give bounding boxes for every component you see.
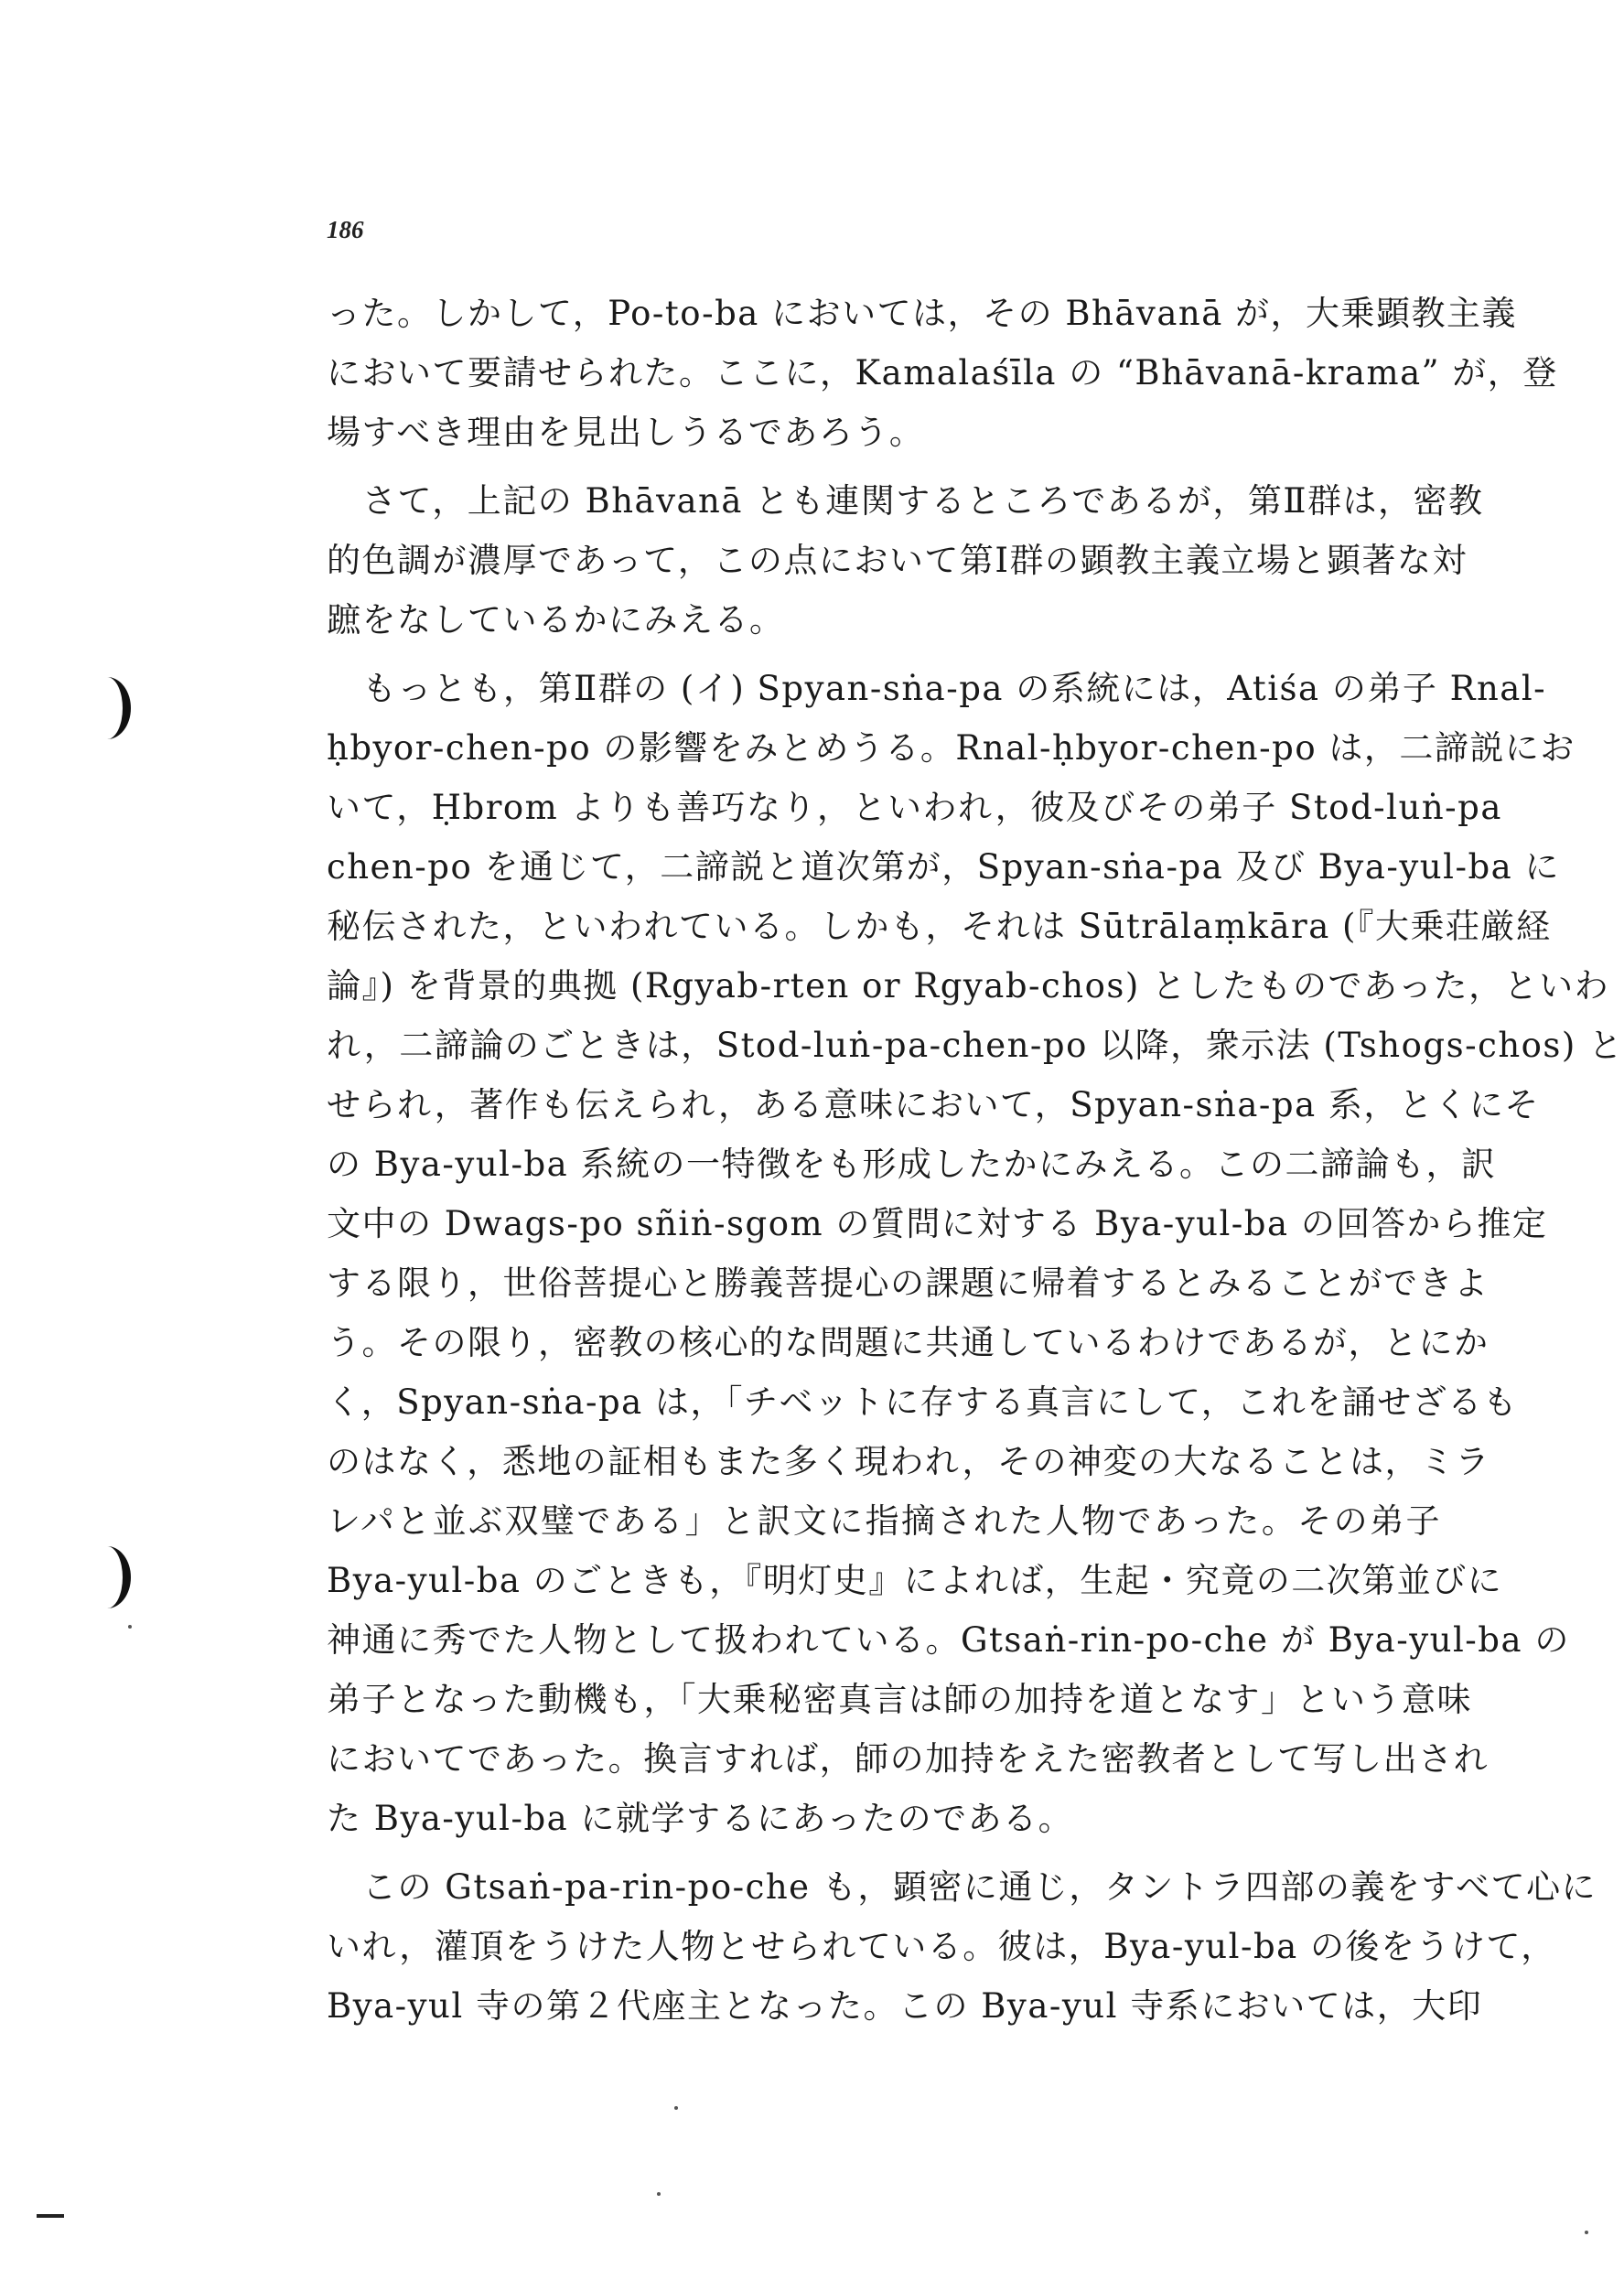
text-line: する限り，世俗菩提心と勝義菩提心の課題に帰着するとみることができよ (327, 1264, 1490, 1303)
text-line: 弟子となった動機も，「大乗秘密真言は師の加持を道となす」という意味 (327, 1680, 1472, 1719)
text-line: もっとも，第Ⅱ群の (イ) Spyan-sṅa-pa の系統には，Atiśa の弟子 Rnal- (362, 669, 1547, 708)
text-body (327, 284, 1624, 2036)
text-line: においてであった。換言すれば，師の加持をえた密教者として写し出され (327, 1739, 1490, 1779)
stray-dot (128, 1625, 132, 1629)
text-line: いて，Ḥbrom よりも善巧なり，といわれ，彼及びその弟子 Stod-luṅ-pa (327, 788, 1502, 827)
text-line: った。しかして，Po-to-ba においては，その Bhāvanā が，大乗顕教主義 (327, 294, 1518, 333)
text-line: いれ，灌頂をうけた人物とせられている。彼は，Bya-yul-ba の後をうけて， (327, 1927, 1556, 1966)
scan-edge-mark (37, 2214, 64, 2218)
binding-hole-mark (91, 1546, 131, 1608)
text-line: の Bya-yul-ba 系統の一特徴をも形成したかにみえる。この二諦論も，訳 (327, 1145, 1497, 1184)
text-line: 神通に秀でた人物として扱われている。Gtsaṅ-rin-po-che が Bya-yul-ba の (327, 1620, 1570, 1660)
text-line: 論』) を背景的典拠 (Rgyab-rten or Rgyab-chos) としたものであった，といわ (327, 966, 1610, 1005)
text-line: 場すべき理由を見出しうるであろう。 (327, 413, 925, 452)
text-line: う。その限り，密教の核心的な問題に共通しているわけであるが，とにか (327, 1323, 1490, 1362)
text-line: Bya-yul-ba のごときも，『明灯史』によれば，生起・究竟の二次第並びに (327, 1561, 1503, 1600)
stray-dot (674, 2106, 678, 2110)
text-line: Bya-yul 寺の第２代座主となった。この Bya-yul 寺系においては，大印 (327, 1986, 1483, 2026)
text-line: 蹠をなしているかにみえる。 (327, 600, 785, 640)
text-line: ḥbyor-chen-po の影響をみとめうる。Rnal-ḥbyor-chen-po は，二諦説にお (327, 728, 1576, 768)
text-line: において要請せられた。ここに，Kamalaśīla の “Bhāvanā-krama” が，登 (327, 353, 1558, 393)
paragraph (327, 1857, 1597, 2036)
text-line: た Bya-yul-ba に就学するにあったのである。 (327, 1799, 1074, 1838)
page-number: 186 (327, 216, 364, 243)
stray-dot (657, 2192, 661, 2196)
paragraph (327, 284, 1558, 462)
text-line: 文中の Dwags-po sñiṅ-sgom の質問に対する Bya-yul-ba の回答から推定 (327, 1204, 1548, 1243)
text-line: この Gtsaṅ-pa-rin-po-che も，顕密に通じ，タントラ四部の義をすべて心に (362, 1867, 1597, 1907)
binding-hole-mark (91, 677, 131, 739)
text-line: レパと並ぶ双璧である」と訳文に指摘された人物であった。その弟子 (327, 1501, 1441, 1541)
paragraph (327, 659, 1624, 1848)
text-line: 秘伝された，といわれている。しかも，それは Sūtrālaṃkāra (『大乗荘厳経 (327, 907, 1552, 946)
text-line: さて，上記の Bhāvanā とも連関するところであるが，第Ⅱ群は，密教 (362, 481, 1484, 521)
paragraph (327, 471, 1484, 650)
text-line: 的色調が濃厚であって，この点において第Ⅰ群の顕教主義立場と顕著な対 (327, 541, 1468, 580)
text-line: く，Spyan-sṅa-pa は，「チベットに存する真言にして，これを誦せざるも (327, 1382, 1519, 1422)
text-line: chen-po を通じて，二諦説と道次第が，Spyan-sṅa-pa 及び Bya-yul-ba に (327, 847, 1560, 887)
text-line: れ，二諦論のごときは，Stod-luṅ-pa-chen-po 以降，衆示法 (Tshogs-chos) と (327, 1026, 1624, 1065)
text-line: せられ，著作も伝えられ，ある意味において，Spyan-sṅa-pa 系，とくにそ (327, 1085, 1540, 1124)
text-line: のはなく，悉地の証相もまた多く現われ，その神変の大なることは，ミラ (327, 1442, 1490, 1481)
stray-dot (1585, 2231, 1588, 2234)
